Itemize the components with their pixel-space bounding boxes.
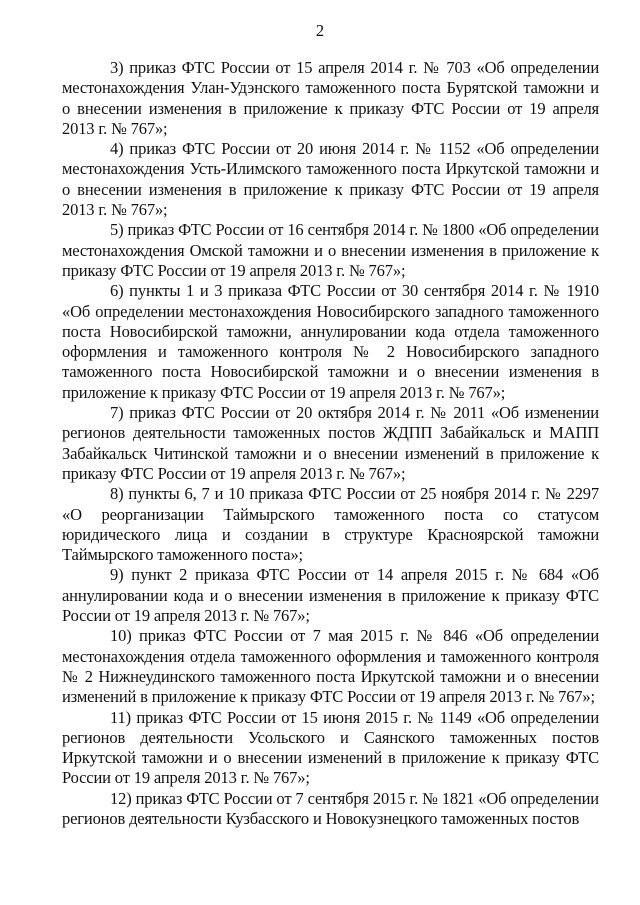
page-number: 2	[315, 21, 325, 40]
list-item-12: 12) приказ ФТС России от 7 сентября 2015 г. № 1821 «Об определении регионов деятельности Кузбасского и Новокузнецкого таможенных постов	[62, 788, 599, 828]
document-body	[62, 58, 599, 829]
list-item-10: 10) приказ ФТС России от 7 мая 2015 г. № 846 «Об определении местонахождения отдела таможенного оформления и таможенного контроля № 2 Нижнеудинского таможенного поста Иркутской таможни и о внесении изменений в приложение к приказу ФТС России от 19 апреля 2013 г. № 767»;	[62, 626, 599, 707]
list-item-3: 3) приказ ФТС России от 15 апреля 2014 г. № 703 «Об определении местонахождения Улан-Удэнского таможенного поста Бурятской таможни и о внесении изменения в приложение к приказу ФТС России от 19 апреля 2013 г. № 767»;	[62, 58, 599, 138]
list-item-6: 6) пункты 1 и 3 приказа ФТС России от 30 сентября 2014 г. № 1910 «Об определении местонахождения Новосибирского западного таможенного поста Новосибирской таможни, аннулировании кода отдела таможенного оформления и таможенного контроля № 2 Новосибирского западного таможенного поста Новосибирской таможни и о внесении изменения в приложение к приказу ФТС России от 19 апреля 2013 г. № 767»;	[62, 281, 599, 402]
list-item-7: 7) приказ ФТС России от 20 октября 2014 г. № 2011 «Об изменении регионов деятельности таможенных постов ЖДПП Забайкальск и МАПП Забайкальск Читинской таможни и о внесении изменений в приложение к приказу ФТС России от 19 апреля 2013 г. № 767»;	[62, 403, 599, 483]
list-item-4: 4) приказ ФТС России от 20 июня 2014 г. № 1152 «Об определении местонахождения Усть-Илимского таможенного поста Иркутской таможни и о внесении изменения в приложение к приказу ФТС России от 19 апреля 2013 г. № 767»;	[62, 139, 599, 220]
list-item-8: 8) пункты 6, 7 и 10 приказа ФТС России от 25 ноября 2014 г. № 2297 «О реорганизации Таймырского таможенного поста со статусом юридического лица и создании в структуре Красноярской таможни Таймырского таможенного поста»;	[62, 484, 599, 565]
list-item-5: 5) приказ ФТС России от 16 сентября 2014 г. № 1800 «Об определении местонахождения Омской таможни и о внесении изменения в приложение к приказу ФТС России от 19 апреля 2013 г. № 767»;	[62, 220, 599, 280]
list-item-9: 9) пункт 2 приказа ФТС России от 14 апреля 2015 г. № 684 «Об аннулировании кода и о внесении изменения в приложение к приказу ФТС России от 19 апреля 2013 г. № 767»;	[62, 565, 599, 626]
list-item-11: 11) приказ ФТС России от 15 июня 2015 г. № 1149 «Об определении регионов деятельности Усольского и Саянского таможенных постов Иркутской таможни и о внесении изменений в приложение к приказу ФТС России от 19 апреля 2013 г. № 767»;	[62, 707, 599, 788]
